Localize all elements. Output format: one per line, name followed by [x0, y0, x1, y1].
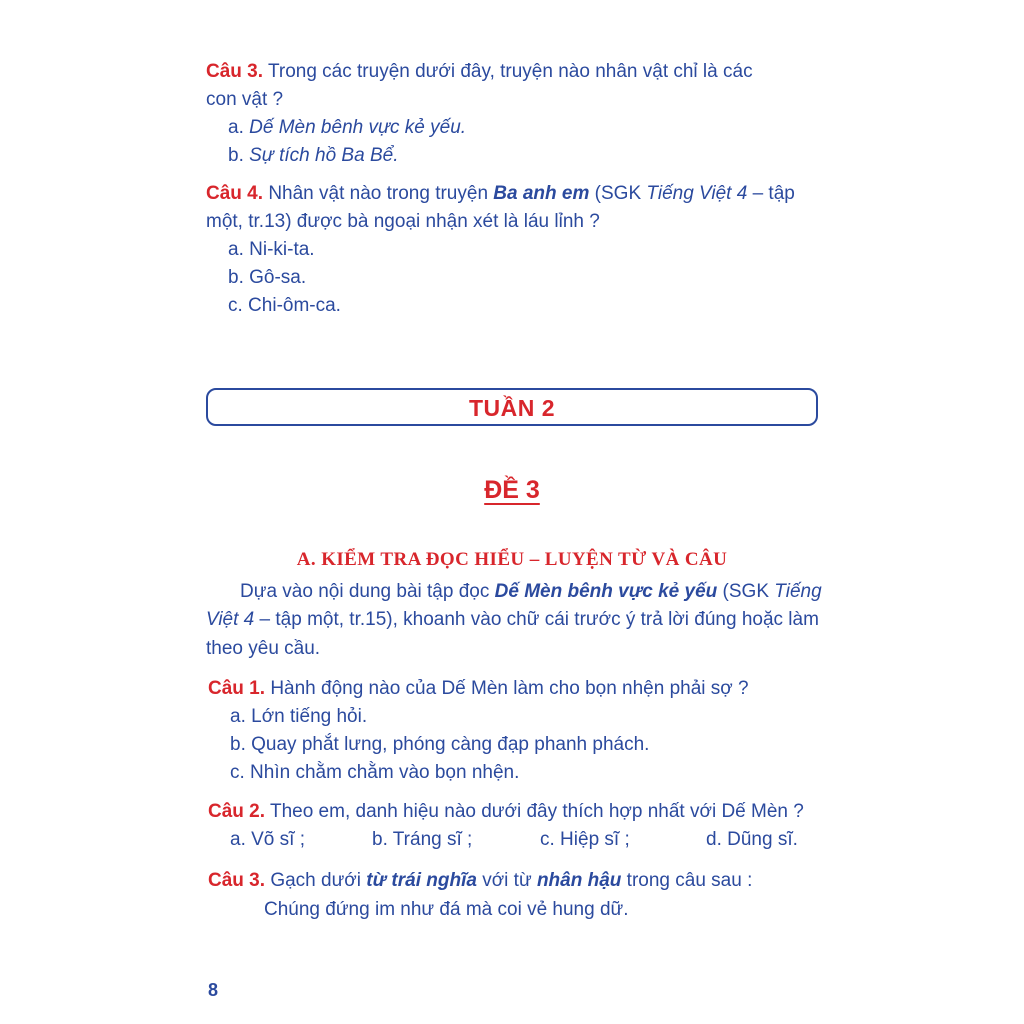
option-a: a. Dế Mèn bênh vực kẻ yếu.	[228, 117, 467, 138]
option-c: c. Nhìn chằm chằm vào bọn nhện.	[230, 762, 520, 783]
example-sentence: Chúng đứng im như đá mà coi vẻ hung dữ.	[264, 899, 629, 920]
intro-line-2: Việt 4 – tập một, tr.15), khoanh vào chữ cái trước ý trả lời đúng hoặc làm	[206, 609, 819, 630]
question-4-top: Câu 4. Nhân vật nào trong truyện Ba anh em (SGK Tiếng Việt 4 – tập	[206, 183, 795, 204]
question-label: Câu 3.	[208, 870, 266, 891]
intro-line-1: Dựa vào nội dung bài tập đọc Dế Mèn bênh vực kẻ yếu (SGK Tiếng	[240, 581, 822, 602]
question-2: Câu 2. Theo em, danh hiệu nào dưới đây thích hợp nhất với Dế Mèn ?	[208, 801, 804, 822]
option-a: a. Lớn tiếng hỏi.	[230, 706, 368, 727]
question-1: Câu 1. Hành động nào của Dế Mèn làm cho bọn nhện phải sợ ?	[208, 678, 749, 699]
question-text: Trong các truyện dưới đây, truyện nào nhân vật chỉ là các	[267, 61, 753, 82]
week-header-box	[206, 388, 818, 426]
option-d: d. Dũng sĩ.	[706, 829, 798, 850]
book-title: Tiếng Việt 4	[646, 183, 748, 204]
week-title: TUẦN 2	[468, 395, 556, 421]
story-title: Sự tích hồ Ba Bể.	[249, 145, 399, 166]
story-title: Dế Mèn bênh vực kẻ yếu.	[249, 117, 467, 138]
intro-line-3: theo yêu cầu.	[206, 638, 321, 659]
question-text-cont: con vật ?	[206, 89, 284, 110]
option-b: b. Gô-sa.	[228, 267, 307, 288]
option-a: a. Võ sĩ ;	[230, 829, 305, 850]
option-a: a. Ni-ki-ta.	[228, 239, 315, 260]
option-b: b. Sự tích hồ Ba Bể.	[228, 145, 399, 166]
question-label: Câu 4.	[206, 183, 264, 204]
question-label: Câu 1.	[208, 678, 266, 699]
question-label: Câu 3.	[206, 61, 264, 82]
option-b: b. Quay phắt lưng, phóng càng đạp phanh phách.	[230, 734, 650, 755]
option-b: b. Tráng sĩ ;	[372, 829, 473, 850]
story-title: Ba anh em	[493, 183, 590, 204]
question-text-cont: một, tr.13) được bà ngoại nhận xét là láu lỉnh ?	[206, 211, 600, 232]
option-c: c. Chi-ôm-ca.	[228, 295, 341, 316]
option-c: c. Hiệp sĩ ;	[540, 829, 630, 850]
question-3: Câu 3. Gạch dưới từ trái nghĩa với từ nhân hậu trong câu sau :	[208, 870, 753, 891]
page-number: 8	[208, 980, 219, 1000]
story-title: Dế Mèn bênh vực kẻ yếu	[494, 581, 718, 602]
question-label: Câu 2.	[208, 801, 266, 822]
section-title: A. KIỂM TRA ĐỌC HIỂU – LUYỆN TỪ VÀ CÂU	[296, 549, 728, 570]
question-3-top	[206, 60, 753, 84]
test-title: ĐỀ 3	[484, 476, 540, 504]
